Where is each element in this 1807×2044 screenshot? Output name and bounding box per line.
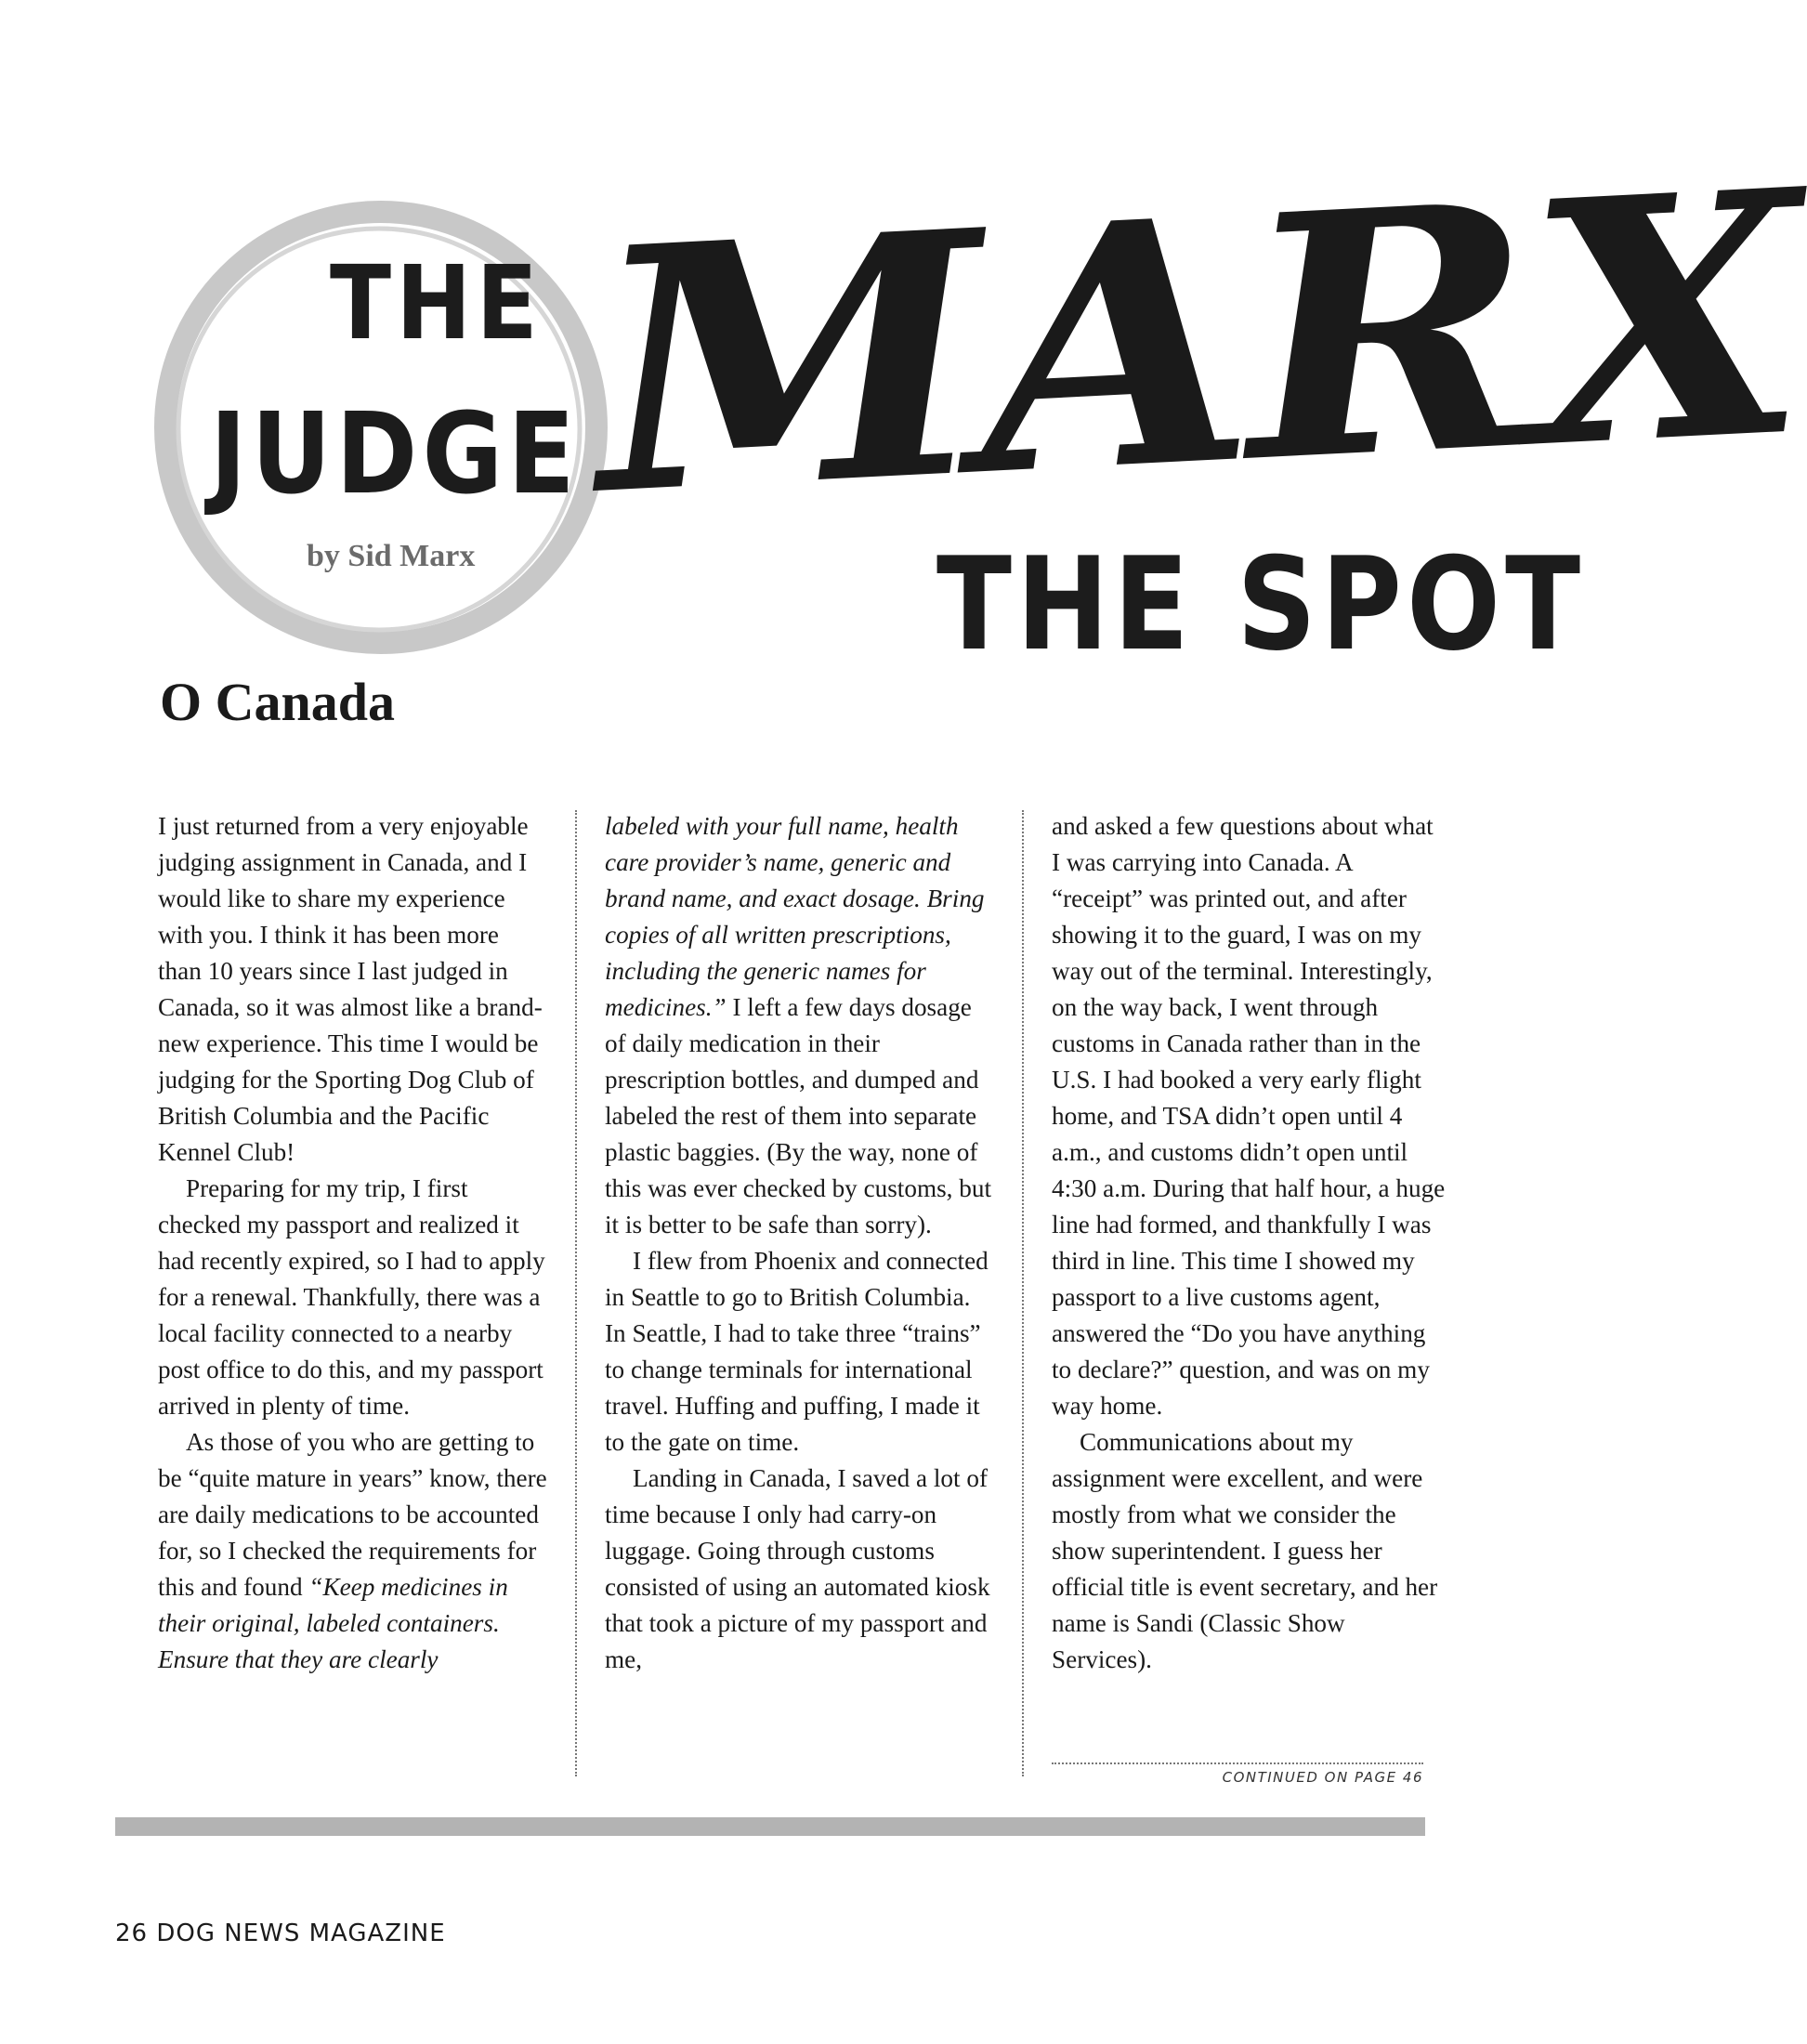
paragraph: Preparing for my trip, I first checked my passport and realized it had recently expired, so I had to apply for a renewal. Thankfully, there was a local facility connected to a nearby post office to do this, and my passport arrived in plenty of time. (158, 1174, 545, 1420)
logo-the-spot-text: THE SPOT (936, 530, 1586, 679)
article-column-1 (158, 808, 548, 1678)
italic-quote: “Keep medicines in their original, labeled containers. Ensure that they are clearly (158, 1573, 508, 1673)
byline: by Sid Marx (307, 539, 476, 573)
continued-divider (1052, 1762, 1423, 1764)
logo-judge-text: JUDGE (210, 390, 580, 519)
paragraph: I flew from Phoenix and connected in Seattle to go to British Columbia. In Seattle, I had to take three “trains” to change terminals for international travel. Huffing and puffing, I made it to the gate on time. (605, 1247, 989, 1456)
article-column-3 (1052, 808, 1447, 1678)
column-divider (575, 810, 577, 1776)
italic-quote: labeled with your full name, health care provider’s name, generic and brand name, and exact dosage. Bring copies of all written prescriptions, including the generic names for medicines.” (605, 812, 985, 1021)
logo-the-text: THE (330, 243, 543, 362)
article-headline: O Canada (160, 672, 396, 732)
page-footer: 26 DOG NEWS MAGAZINE (115, 1920, 446, 1947)
logo-marx-text: MARX (585, 116, 1807, 570)
paragraph: and asked a few questions about what I was carrying into Canada. A “receipt” was printed out, and after showing it to the guard, I was on my way out of the terminal. Interestingly, on the way back, I went through customs in Canada rather than in the U.S. I had booked a very early flight home, and TSA didn’t open until 4 a.m., and customs didn’t open until 4:30 a.m. During that half hour, a huge line had formed, and thankfully I was third in line. This time I showed my passport to a live customs agent, answered the “Do you have anything to declare?” question, and was on my way home. (1052, 812, 1446, 1420)
paragraph: labeled with your full name, health care provider’s name, generic and brand name, and exact dosage. Bring copies of all written prescriptions, including the generic names for medicines.” I left a few days dosage of daily medication in their prescription bottles, and dumped and labeled the rest of them into separate plastic baggies. (By the way, none of this was ever checked by customs, but it is better to be safe than sorry). (605, 812, 992, 1238)
paragraph: As those of you who are getting to be “quite mature in years” know, there are daily medications to be accounted for, so I checked the requirements for this and found “Keep medicines in their original, labeled containers. Ensure that they are clearly (158, 1428, 547, 1673)
column-divider (1022, 810, 1024, 1776)
paragraph: Communications about my assignment were excellent, and were mostly from what we consider the show superintendent. I guess her official title is event secretary, and her name is Sandi (Classic Show Services). (1052, 1428, 1438, 1673)
continued-note: CONTINUED ON PAGE 46 (1222, 1769, 1423, 1786)
paragraph: Landing in Canada, I saved a lot of time because I only had carry-on luggage. Going through customs consisted of using an automated kiosk that took a picture of my passport and me, (605, 1464, 990, 1673)
bottom-rule (115, 1817, 1425, 1836)
paragraph: I just returned from a very enjoyable judging assignment in Canada, and I would like to share my experience with you. I think it has been more than 10 years since I last judged in Canada, so it was almost like a brand-new experience. This time I would be judging for the Sporting Dog Club of British Columbia and the Pacific Kennel Club! (158, 812, 543, 1166)
article-column-2 (605, 808, 995, 1678)
